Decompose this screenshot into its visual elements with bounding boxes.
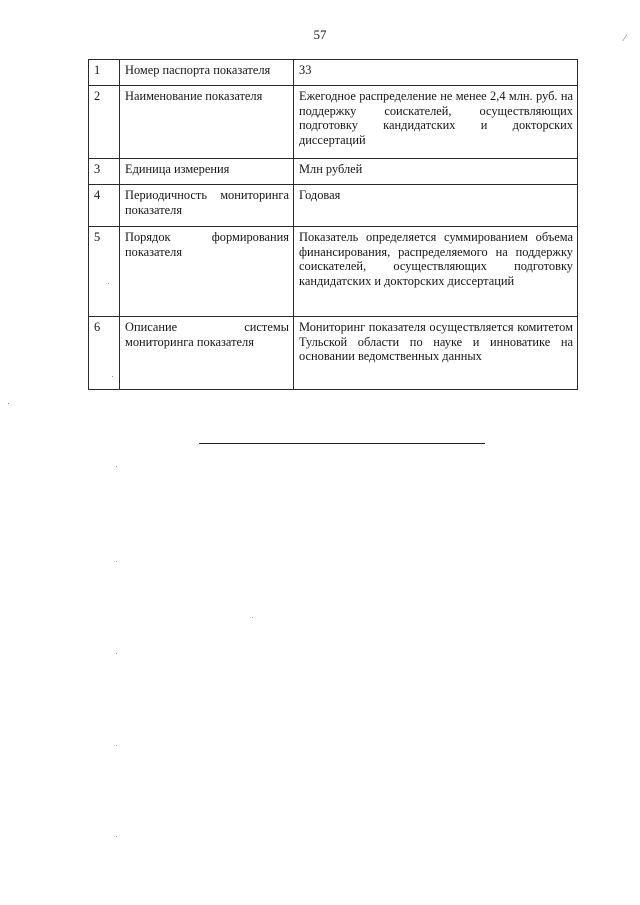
row-number: 3 — [89, 159, 120, 185]
row-number: 2 — [89, 86, 120, 159]
row-number: 5 — [89, 227, 120, 317]
table-row — [89, 159, 578, 185]
indicator-passport-table — [88, 59, 578, 390]
separator-line — [199, 443, 485, 444]
row-label: Периодичность мониторинга показателя — [120, 185, 294, 227]
row-value: Млн рублей — [294, 159, 578, 185]
row-value: Показатель определяется суммированием объема финансирования, распределяемого на поддержку соискателей, осуществляющих подготовку кандидатских и докторских диссертаций — [294, 227, 578, 317]
scan-speck — [108, 283, 109, 284]
scan-speck — [116, 561, 117, 562]
table-row — [89, 185, 578, 227]
table-row — [89, 227, 578, 317]
scan-speck — [116, 836, 117, 837]
table-row — [89, 60, 578, 86]
scan-speck — [252, 617, 253, 618]
row-value: Годовая — [294, 185, 578, 227]
row-label: Порядок формирования показателя — [120, 227, 294, 317]
scan-speck — [116, 653, 117, 654]
scan-speck — [8, 403, 9, 404]
row-number: 1 — [89, 60, 120, 86]
table-row — [89, 86, 578, 159]
row-label: Единица измерения — [120, 159, 294, 185]
row-label: Описание системы мониторинга показателя — [120, 317, 294, 390]
table-row — [89, 317, 578, 390]
row-label: Номер паспорта показателя — [120, 60, 294, 86]
row-number: 6 — [89, 317, 120, 390]
scan-mark: ⁄ — [624, 34, 626, 44]
scan-speck — [116, 745, 117, 746]
page-number: 57 — [313, 27, 327, 42]
row-value: 33 — [294, 60, 578, 86]
scan-speck — [112, 376, 113, 377]
row-value: Ежегодное распределение не менее 2,4 млн. руб. на поддержку соискателей, осуществляющих подготовку кандидатских и докторских диссертаций — [294, 86, 578, 159]
scan-speck — [116, 466, 117, 467]
row-number: 4 — [89, 185, 120, 227]
row-label: Наименование показателя — [120, 86, 294, 159]
row-value: Мониторинг показателя осуществляется комитетом Тульской области по науке и инноватике на основании ведомственных данных — [294, 317, 578, 390]
